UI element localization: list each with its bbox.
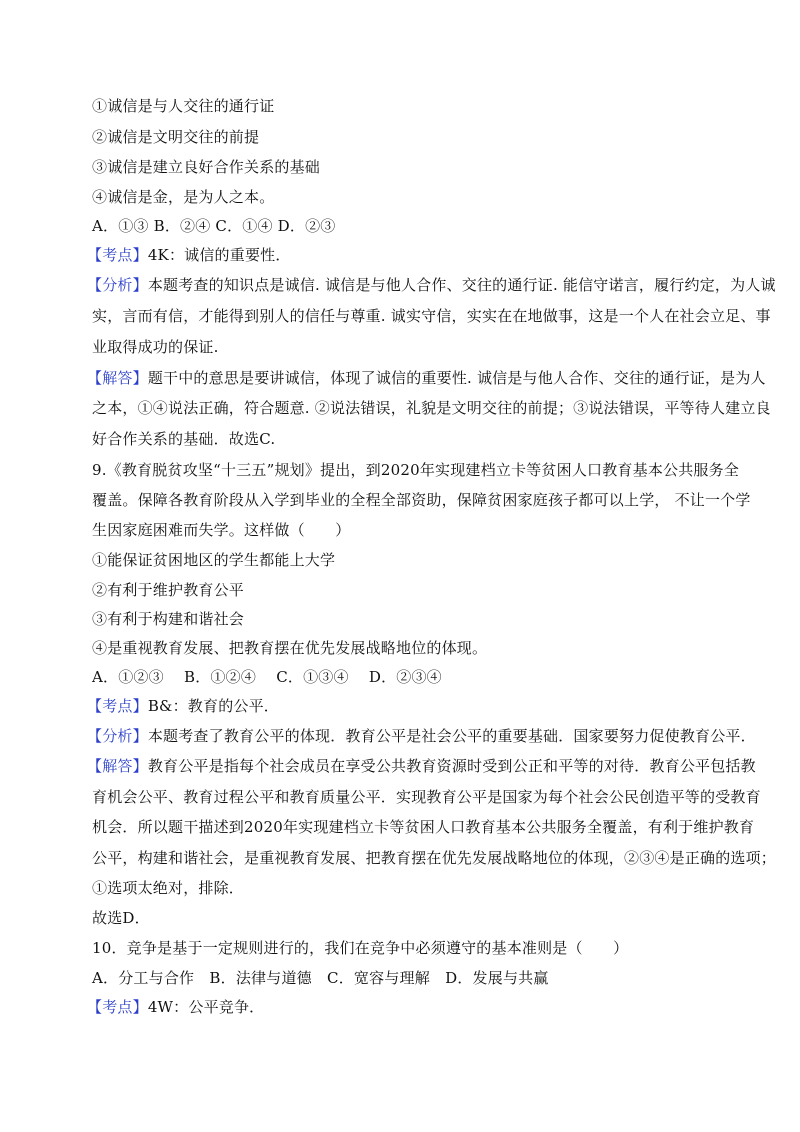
q9-jieda-line-5: ①选项太绝对，排除． [92, 879, 245, 897]
q9-option-1: ①能保证贫困地区的学生都能上大学 [92, 551, 336, 569]
q9-jieda-line-6: 故选D． [92, 909, 150, 927]
q9-jieda-line-3: 机会．所以题干描述到2020年实现建档立卡等贫困人口教育基本公共服务全覆盖，有利于维护教育 [92, 818, 755, 836]
kaodian-text: 4K：诚信的重要性． [147, 246, 291, 264]
fenxi-tag: 【分析】 [87, 727, 148, 745]
kaodian-text: B&：教育的公平． [147, 697, 279, 715]
q8-fenxi-line-3: 业取得成功的保证. [92, 338, 219, 356]
q9-fenxi [87, 726, 756, 746]
q9-jieda-line-4: 公平，构建和谐社会，是重视教育发展、把教育摆在优先发展战略地位的体现，②③④是正确的选项； [92, 849, 777, 867]
fenxi-text: 本题考查的知识点是诚信. 诚信是与他人合作、交往的通行证. 能信守诺言，履行约定，为人诚 [147, 276, 776, 294]
q10-choices: A．分工与合作 B．法律与道德 C．宽容与理解 D．发展与共赢 [92, 969, 549, 987]
kaodian-tag: 【考点】 [87, 246, 148, 264]
q8-option-1: ①诚信是与人交往的通行证 [92, 97, 275, 115]
q9-option-4: ④是重视教育发展、把教育摆在优先发展战略地位的体现。 [92, 639, 488, 657]
q10-kaodian [87, 997, 264, 1017]
q8-choices: A．①③ B．②④ C．①④ D．②③ [92, 217, 336, 235]
q9-choices: A．①②③ B．①②④ C．①③④ D．②③④ [92, 668, 442, 686]
q8-option-3: ③诚信是建立良好合作关系的基础 [92, 158, 321, 176]
q9-jieda [87, 756, 756, 776]
jieda-text: 题干中的意思是要讲诚信，体现了诚信的重要性. 诚信是与他人合作、交往的通行证，是为人 [147, 369, 766, 387]
jieda-text: 教育公平是指每个社会成员在享受公共教育资源时受到公正和平等的对待．教育公平包括教 [147, 757, 756, 775]
q9-stem-line-2: 覆盖。保障各教育阶段从入学到毕业的全程全部资助，保障贫困家庭孩子都可以上学， 不让一个学 [92, 491, 751, 509]
q8-kaodian [87, 245, 291, 265]
q8-fenxi [87, 275, 776, 295]
fenxi-text: 本题考查了教育公平的体现．教育公平是社会公平的重要基础．国家要努力促使教育公平． [147, 727, 756, 745]
jieda-tag: 【解答】 [87, 369, 148, 387]
q8-option-2: ②诚信是文明交往的前提 [92, 128, 260, 146]
q8-jieda-line-2: 之本，①④说法正确，符合题意. ②说法错误，礼貌是文明交往的前提；③说法错误，平等待人建立良 [92, 399, 771, 417]
jieda-tag: 【解答】 [87, 757, 148, 775]
q8-jieda-line-3: 好合作关系的基础．故选C. [92, 430, 276, 448]
q10-stem: 10．竞争是基于一定规则进行的，我们在竞争中必须遵守的基本准则是（ ） [92, 939, 629, 957]
fenxi-tag: 【分析】 [87, 276, 148, 294]
kaodian-text: 4W：公平竞争． [147, 998, 265, 1016]
q8-option-4: ④诚信是金，是为人之本。 [92, 188, 275, 206]
q9-kaodian [87, 696, 279, 716]
kaodian-tag: 【考点】 [87, 998, 148, 1016]
q8-jieda [87, 368, 766, 388]
kaodian-tag: 【考点】 [87, 697, 148, 715]
q9-stem-line-1: 9.《教育脱贫攻坚“十三五”规划》提出，到2020年实现建档立卡等贫困人口教育基本公共服务全 [92, 461, 740, 479]
q9-option-3: ③有利于构建和谐社会 [92, 610, 245, 628]
q8-fenxi-line-2: 实，言而有信，才能得到别人的信任与尊重. 诚实守信，实实在在地做事，这是一个人在社会立足、事 [92, 307, 771, 325]
q9-jieda-line-2: 育机会公平、教育过程公平和教育质量公平．实现教育公平是国家为每个社会公民创造平等的受教育 [92, 788, 761, 806]
q9-option-2: ②有利于维护教育公平 [92, 581, 245, 599]
q9-stem-line-3: 生因家庭困难而失学。这样做（ ） [92, 521, 351, 539]
